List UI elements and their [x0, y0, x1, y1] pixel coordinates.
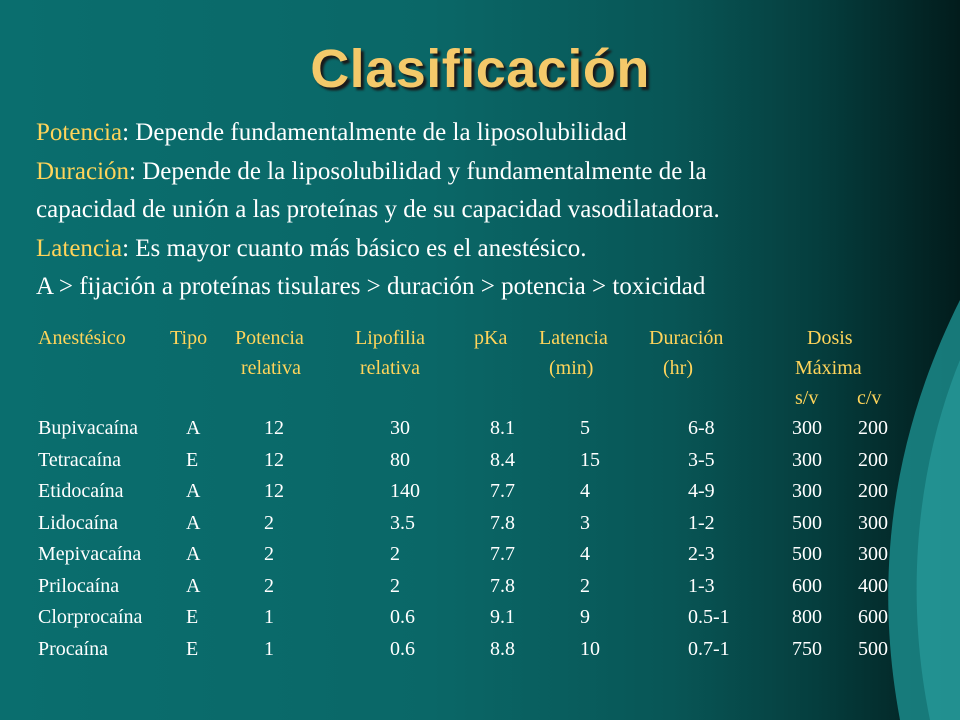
cell-tipo: A	[186, 480, 201, 502]
cell-tipo: E	[186, 606, 199, 628]
intro-text-duracion: : Depende de la liposolubilidad y fundamentalmente de la	[129, 157, 707, 185]
cell-cv: 200	[858, 480, 888, 502]
cell-tipo: A	[186, 574, 201, 597]
intro-text-latencia: : Es mayor cuanto más básico es el anestésico.	[122, 234, 587, 262]
cell-latencia: 4	[580, 480, 590, 502]
cell-tipo: A	[186, 511, 201, 534]
header-pka: pKa	[474, 327, 508, 349]
header-lipofilia-sub: relativa	[360, 357, 420, 379]
anesthetics-table	[38, 327, 898, 669]
cell-sv: 300	[792, 480, 822, 502]
cell-name: Clorprocaína	[38, 606, 143, 628]
cell-duracion: 6-8	[688, 417, 715, 439]
table-body	[38, 417, 898, 669]
table-row	[38, 575, 898, 607]
cell-sv: 300	[792, 448, 822, 471]
cell-potencia: 12	[264, 417, 284, 439]
cell-tipo: E	[186, 637, 199, 660]
cell-name: Procaína	[38, 637, 108, 660]
cell-name: Prilocaína	[38, 574, 120, 597]
cell-duracion: 4-9	[688, 480, 715, 502]
cell-lipofilia: 80	[390, 448, 410, 471]
cell-tipo: A	[186, 417, 201, 439]
table-header	[38, 327, 898, 417]
cell-tipo: E	[186, 448, 199, 471]
cell-pka: 8.8	[490, 637, 515, 660]
cell-latencia: 15	[580, 448, 600, 471]
keyword-potencia: Potencia	[36, 119, 123, 146]
cell-sv: 800	[792, 606, 822, 628]
cell-name: Lidocaína	[38, 511, 118, 534]
intro-text	[36, 114, 926, 307]
cell-cv: 600	[858, 606, 888, 628]
header-latencia: Latencia	[539, 327, 608, 349]
header-dosis-sub: Máxima	[795, 357, 862, 379]
intro-line-latencia	[36, 230, 926, 269]
keyword-latencia: Latencia	[36, 234, 123, 262]
cell-tipo: A	[186, 543, 201, 565]
cell-pka: 7.7	[490, 543, 515, 565]
cell-potencia: 2	[264, 511, 274, 534]
table-row	[38, 417, 898, 449]
table-row	[38, 638, 898, 670]
cell-potencia: 12	[264, 448, 284, 471]
cell-duracion: 1-2	[688, 511, 715, 534]
header-duracion: Duración	[649, 327, 724, 349]
cell-pka: 7.8	[490, 574, 515, 597]
cell-cv: 200	[858, 417, 888, 439]
intro-line-duracion	[36, 153, 926, 192]
keyword-duracion: Duración	[36, 157, 130, 185]
intro-line-potencia	[36, 114, 926, 153]
header-anestesico: Anestésico	[38, 327, 126, 349]
header-duracion-sub: (hr)	[663, 357, 693, 379]
slide-title: Clasificación	[310, 39, 650, 99]
cell-duracion: 0.5-1	[688, 606, 730, 628]
cell-latencia: 2	[580, 574, 590, 597]
cell-potencia: 1	[264, 606, 274, 628]
cell-potencia: 2	[264, 574, 274, 597]
table-row	[38, 543, 898, 575]
cell-cv: 300	[858, 511, 888, 534]
cell-potencia: 12	[264, 480, 284, 502]
cell-duracion: 0.7-1	[688, 637, 730, 660]
cell-latencia: 10	[580, 637, 600, 660]
cell-potencia: 2	[264, 543, 274, 565]
header-dosis: Dosis	[807, 327, 853, 349]
cell-pka: 8.1	[490, 417, 515, 439]
cell-lipofilia: 0.6	[390, 606, 415, 628]
table-row	[38, 512, 898, 544]
header-latencia-sub: (min)	[549, 357, 594, 379]
cell-name: Etidocaína	[38, 480, 124, 502]
intro-text-duracion-cont: capacidad de unión a las proteínas y de su capacidad vasodilatadora.	[36, 196, 720, 223]
cell-duracion: 1-3	[688, 574, 715, 597]
cell-name: Bupivacaína	[38, 417, 138, 439]
header-potencia: Potencia	[235, 327, 304, 349]
cell-lipofilia: 2	[390, 543, 400, 565]
cell-sv: 300	[792, 417, 822, 439]
cell-name: Tetracaína	[38, 448, 121, 471]
cell-pka: 8.4	[490, 448, 515, 471]
intro-text-relation: A > fijación a proteínas tisulares > duración > potencia > toxicidad	[36, 273, 706, 300]
cell-sv: 500	[792, 543, 822, 565]
cell-cv: 500	[858, 637, 888, 660]
intro-line-relation	[36, 268, 926, 307]
cell-duracion: 3-5	[688, 448, 715, 471]
cell-name: Mepivacaína	[38, 543, 142, 565]
header-dosis-cv: c/v	[857, 387, 882, 409]
cell-pka: 7.7	[490, 480, 515, 502]
intro-text-potencia: : Depende fundamentalmente de la liposolubilidad	[122, 119, 627, 146]
header-tipo: Tipo	[170, 327, 208, 349]
cell-lipofilia: 2	[390, 574, 400, 597]
cell-lipofilia: 140	[390, 480, 420, 502]
table-row	[38, 449, 898, 481]
cell-potencia: 1	[264, 637, 274, 660]
cell-latencia: 9	[580, 606, 590, 628]
cell-cv: 400	[858, 574, 888, 597]
cell-latencia: 5	[580, 417, 590, 439]
header-potencia-sub: relativa	[241, 357, 301, 379]
cell-sv: 750	[792, 637, 822, 660]
header-lipofilia: Lipofilia	[355, 327, 425, 349]
cell-lipofilia: 3.5	[390, 511, 415, 534]
cell-lipofilia: 0.6	[390, 637, 415, 660]
cell-lipofilia: 30	[390, 417, 410, 439]
table-row	[38, 480, 898, 512]
cell-sv: 500	[792, 511, 822, 534]
cell-sv: 600	[792, 574, 822, 597]
cell-pka: 9.1	[490, 606, 515, 628]
cell-duracion: 2-3	[688, 543, 715, 565]
cell-latencia: 4	[580, 543, 590, 565]
table-row	[38, 606, 898, 638]
header-dosis-sv: s/v	[795, 387, 819, 409]
cell-latencia: 3	[580, 511, 590, 534]
cell-pka: 7.8	[490, 511, 515, 534]
cell-cv: 300	[858, 543, 888, 565]
intro-line-duracion-cont	[36, 191, 926, 230]
cell-cv: 200	[858, 448, 888, 471]
